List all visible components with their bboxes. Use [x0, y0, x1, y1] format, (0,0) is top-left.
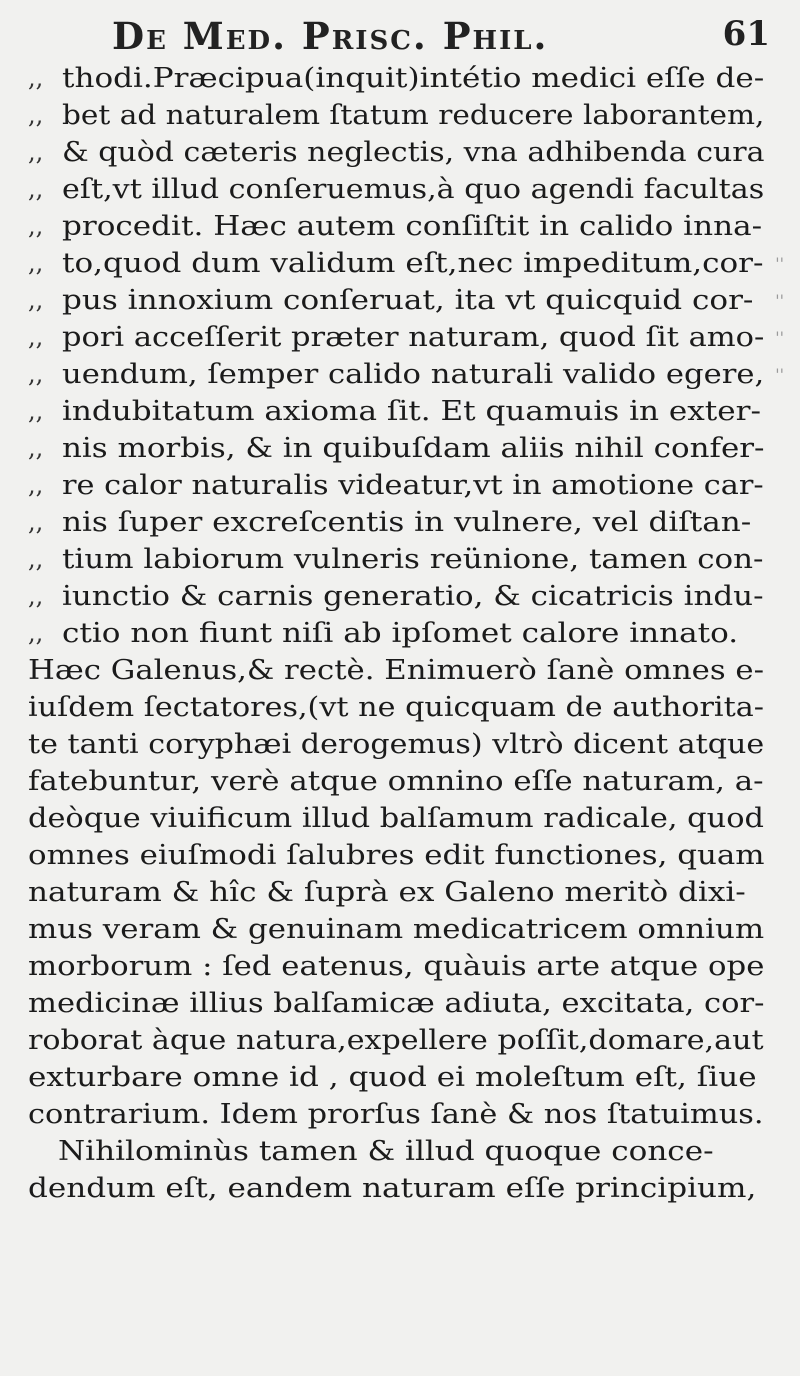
quotation-mark: ,,: [28, 138, 44, 166]
line-text: morborum : ſed eatenus, quàuis arte atque ope: [28, 951, 765, 982]
text-line: [28, 800, 788, 837]
line-text: iunctio & carnis generatio, & cicatricis indu-: [62, 581, 764, 612]
text-line: [28, 541, 788, 578]
text-line: [28, 467, 788, 504]
quotation-mark: ,,: [28, 323, 44, 351]
line-text: omnes eiuſmodi ſalubres edit functiones, quam: [28, 840, 765, 871]
text-line: [28, 985, 788, 1022]
text-line: [28, 763, 788, 800]
line-text: deòque viuificum illud balſamum radicale, quod: [28, 803, 764, 834]
margin-mark: '': [775, 328, 784, 347]
text-line: [28, 948, 788, 985]
text-line: [28, 1170, 788, 1207]
text-line: [28, 97, 788, 134]
quotation-mark: ,,: [28, 508, 44, 536]
text-line: [28, 282, 788, 319]
text-line: [28, 1059, 788, 1096]
quotation-mark: ,,: [28, 212, 44, 240]
text-line: [28, 578, 788, 615]
running-head: De Med. Prisc. Phil.: [112, 14, 549, 58]
quotation-mark: ,,: [28, 175, 44, 203]
line-text: procedit. Hæc autem conſiſtit in calido inna-: [62, 211, 763, 242]
line-text: eſt,vt illud conſeruemus,à quo agendi facultas: [62, 174, 765, 205]
line-text: pori acceſſerit præter naturam, quod ſit amo-: [62, 322, 765, 353]
body-text: [28, 60, 788, 1207]
text-line: [28, 171, 788, 208]
text-line: [28, 430, 788, 467]
line-text: tium labiorum vulneris reünione, tamen con-: [62, 544, 764, 575]
line-text: mus veram & genuinam medicatricem omnium: [28, 914, 765, 945]
text-line: [28, 60, 788, 97]
line-text: contrarium. Idem prorſus ſanè & nos ſtatuimus.: [28, 1099, 764, 1130]
line-text: bet ad naturalem ſtatum reducere laborantem,: [62, 100, 765, 131]
text-line: [28, 615, 788, 652]
page-number: 61: [722, 14, 770, 54]
text-line: [28, 393, 788, 430]
text-line: [28, 837, 788, 874]
text-line: [28, 245, 788, 282]
text-line: [28, 652, 788, 689]
text-line: [28, 319, 788, 356]
quotation-mark: ,,: [28, 619, 44, 647]
margin-mark: '': [775, 365, 784, 384]
quotation-mark: ,,: [28, 582, 44, 610]
quotation-mark: ,,: [28, 545, 44, 573]
text-line: [28, 134, 788, 171]
line-text: & quòd cæteris neglectis, vna adhibenda cura: [62, 137, 765, 168]
text-line: [28, 504, 788, 541]
line-text: thodi.Præcipua(inquit)intétio medici eſſe de-: [62, 63, 765, 94]
page-header: [0, 10, 800, 66]
line-text: nis ſuper excreſcentis in vulnere, vel diſtan-: [62, 507, 752, 538]
text-line: [28, 874, 788, 911]
text-line: [28, 911, 788, 948]
text-line: [28, 208, 788, 245]
line-text: medicinæ illius balſamicæ adiuta, excitata, cor-: [28, 988, 765, 1019]
text-line: [28, 1096, 788, 1133]
line-text: roborat àque natura,expellere poſſit,domare,aut: [28, 1025, 764, 1056]
quotation-mark: ,,: [28, 360, 44, 388]
line-text: to,quod dum validum eſt,nec impeditum,cor-: [62, 248, 764, 279]
quotation-mark: ,,: [28, 286, 44, 314]
text-line: [28, 726, 788, 763]
quotation-mark: ,,: [28, 101, 44, 129]
line-text: fatebuntur, verè atque omnino eſſe naturam, a-: [28, 766, 764, 797]
text-line: [28, 1133, 788, 1170]
line-text: uendum, ſemper calido naturali valido egere,: [62, 359, 765, 390]
margin-mark: '': [775, 254, 784, 273]
line-text: iuſdem ſectatores,(vt ne quicquam de authorita-: [28, 692, 764, 723]
text-line: [28, 1022, 788, 1059]
quotation-mark: ,,: [28, 249, 44, 277]
line-text: Hæc Galenus,& rectè. Enimuerò ſanè omnes e-: [28, 655, 765, 686]
quotation-mark: ,,: [28, 471, 44, 499]
line-text: exturbare omne id , quod ei moleſtum eſt, ſiue: [28, 1062, 757, 1093]
line-text: dendum eſt, eandem naturam eſſe principium,: [28, 1173, 757, 1204]
text-line: [28, 356, 788, 393]
line-text: Nihilominùs tamen & illud quoque conce-: [58, 1136, 714, 1167]
line-text: re calor naturalis videatur,vt in amotione car-: [62, 470, 764, 501]
line-text: pus innoxium conſeruat, ita vt quicquid cor-: [62, 285, 754, 316]
line-text: ctio non fiunt niſi ab ipſomet calore innato.: [62, 618, 739, 649]
quotation-mark: ,,: [28, 397, 44, 425]
quotation-mark: ,,: [28, 434, 44, 462]
line-text: te tanti coryphæi derogemus) vltrò dicent atque: [28, 729, 765, 760]
line-text: naturam & hîc & ſuprà ex Galeno meritò dixi-: [28, 877, 746, 908]
margin-mark: '': [775, 291, 784, 310]
line-text: nis morbis, & in quibuſdam aliis nihil confer-: [62, 433, 765, 464]
text-line: [28, 689, 788, 726]
quotation-mark: ,,: [28, 64, 44, 92]
line-text: indubitatum axioma ſit. Et quamuis in exter-: [62, 396, 761, 427]
